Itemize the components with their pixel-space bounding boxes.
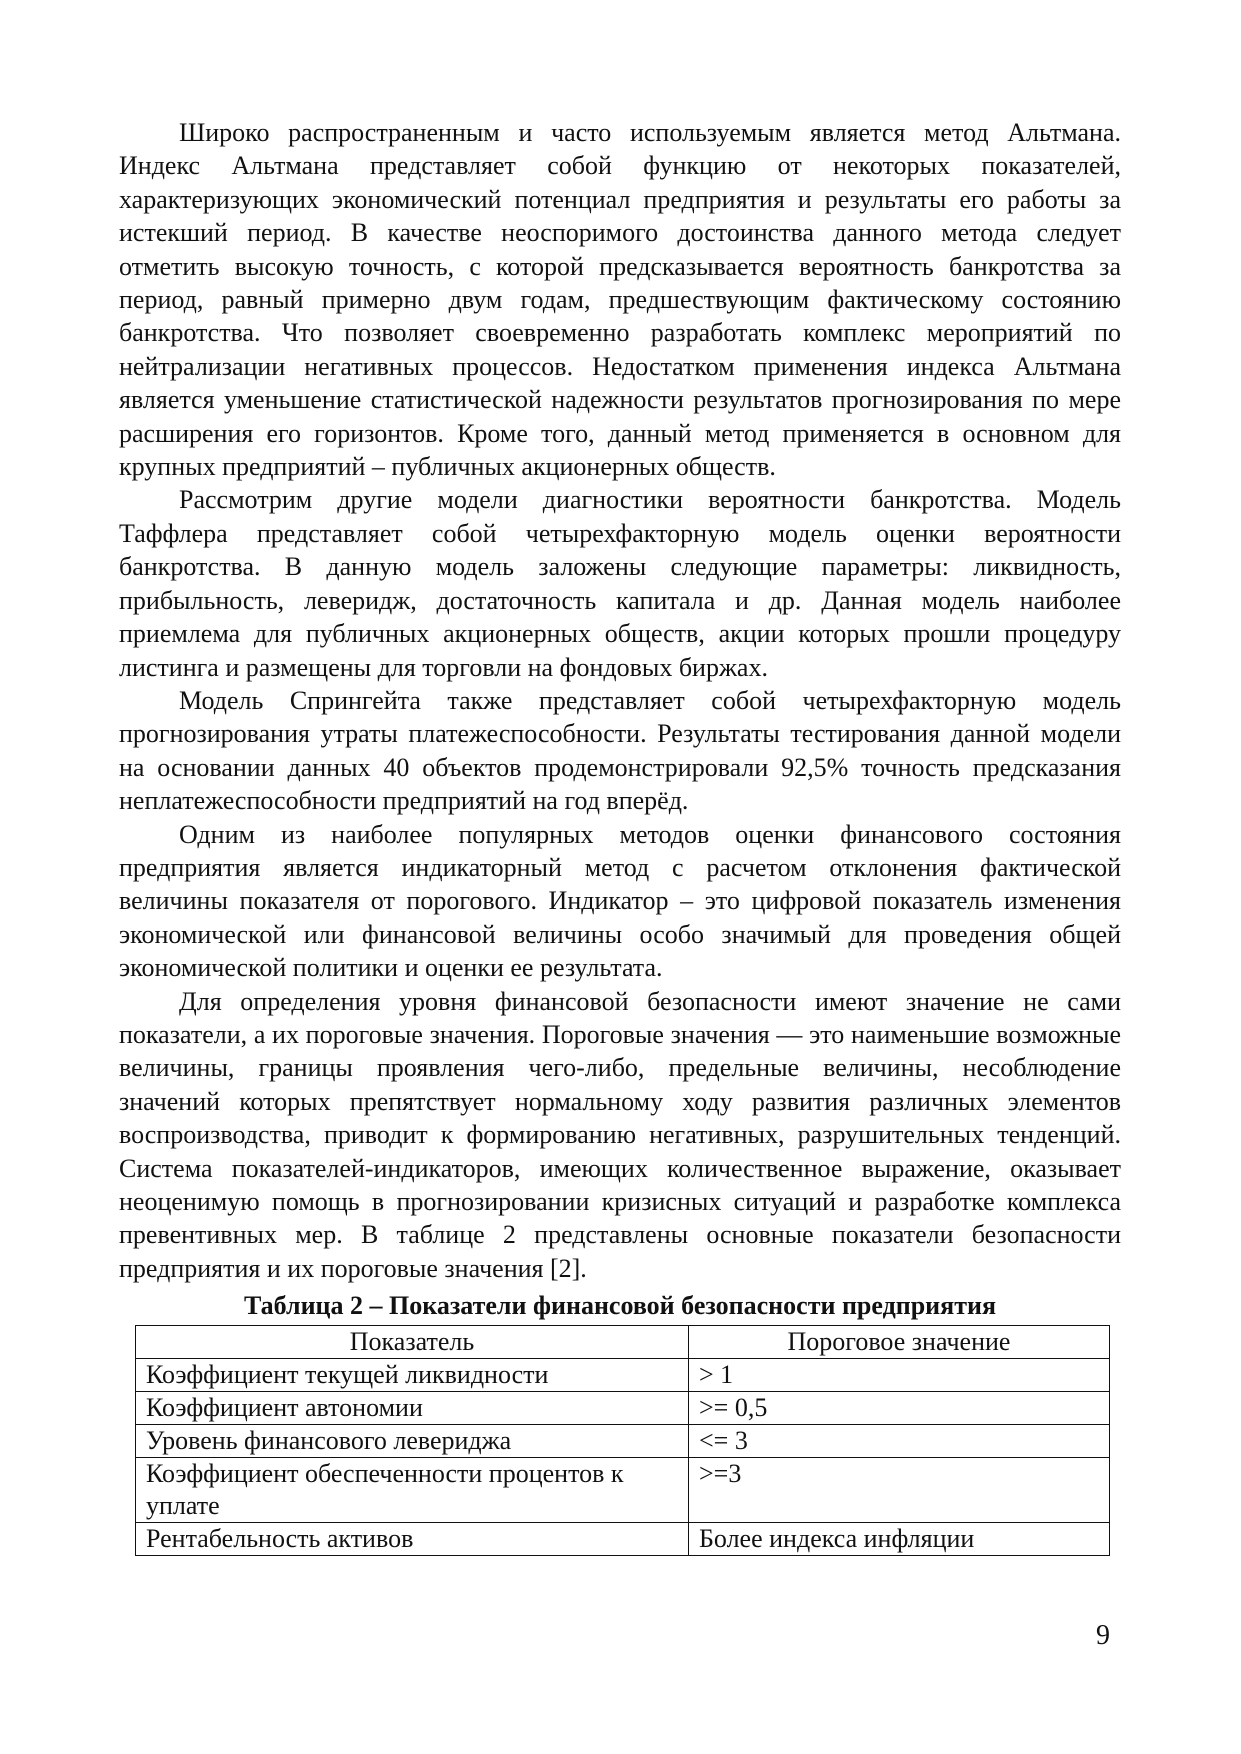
table-row: [136, 1458, 1110, 1523]
table-title: Таблица 2 – Показатели финансовой безопасности предприятия: [243, 1291, 997, 1321]
paragraph-indicator-method: Одним из наиболее популярных методов оценки финансового состояния предприятия является индикаторный метод с расчетом отклонения фактической величины показателя от порогового. Индикатор – это цифровой показатель изменения экономической или финансовой величины особо значимый для проведения общей экономической политики и оценки ее результата.: [119, 819, 1121, 983]
table-cell-indicator: Уровень финансового левериджа: [136, 1425, 689, 1458]
paragraph-threshold-values: Для определения уровня финансовой безопасности имеют значение не сами показатели, а их пороговые значения. Пороговые значения — это наименьшие возможные величины, границы проявления чего-либо, предельные величины, несоблюдение значений которых препятствует нормальному ходу развития различных элементов воспроизводства, приводит к формированию негативных, разрушительных тенденций. Система показателей-индикаторов, имеющих количественное выражение, оказывает неоценимую помощь в прогнозировании кризисных ситуаций и разработке комплекса превентивных мер. В таблице 2 представлены основные показатели безопасности предприятия и их пороговые значения [2].: [119, 986, 1121, 1283]
paragraph-altman: Широко распространенным и часто используемым является метод Альтмана. Индекс Альтмана представляет собой функцию от некоторых показателей, характеризующих экономический потенциал предприятия и результаты его работы за истекший период. В качестве неоспоримого достоинства данного метода следует отметить высокую точность, с которой предсказывается вероятность банкротства за период, равный примерно двум годам, предшествующим фактическому состоянию банкротства. Что позволяет своевременно разработать комплекс мероприятий по нейтрализации негативных процессов. Недостатком применения индекса Альтмана является уменьшение статистической надежности результатов прогнозирования по мере расширения его горизонтов. Кроме того, данный метод применяется в основном для крупных предприятий – публичных акционерных обществ.: [119, 118, 1121, 482]
paragraph-taffler: Рассмотрим другие модели диагностики вероятности банкротства. Модель Таффлера представляет собой четырехфакторную модель оценки вероятности банкротства. В данную модель заложены следующие параметры: ликвидность, прибыльность, леверидж, достаточность капитала и др. Данная модель наиболее приемлема для публичных акционерных обществ, акции которых прошли процедуру листинга и размещены для торговли на фондовых биржах.: [119, 485, 1121, 682]
table-header-row: [136, 1326, 1110, 1359]
table-cell-indicator: Коэффициент автономии: [136, 1392, 689, 1425]
table-cell-threshold: >=3: [689, 1458, 1110, 1523]
page-number: 9: [1096, 1620, 1110, 1651]
table-row: [136, 1392, 1110, 1425]
financial-security-table: [135, 1325, 1110, 1556]
table-cell-threshold: <= 3: [689, 1425, 1110, 1458]
table-cell-threshold: > 1: [689, 1359, 1110, 1392]
table-cell-indicator: Рентабельность активов: [136, 1523, 689, 1556]
table-row: [136, 1523, 1110, 1556]
table-row: [136, 1359, 1110, 1392]
table-row: [136, 1425, 1110, 1458]
table-cell-threshold: Более индекса инфляции: [689, 1523, 1110, 1556]
table-header-indicator: Показатель: [136, 1326, 689, 1359]
table-header-threshold: Пороговое значение: [689, 1326, 1110, 1359]
document-page: [119, 116, 1121, 1556]
table-cell-indicator: Коэффициент обеспеченности процентов к уплате: [136, 1458, 689, 1523]
table-cell-indicator: Коэффициент текущей ликвидности: [136, 1359, 689, 1392]
table-cell-threshold: >= 0,5: [689, 1392, 1110, 1425]
paragraph-springate: Модель Спрингейта также представляет собой четырехфакторную модель прогнозирования утраты платежеспособности. Результаты тестирования данной модели на основании данных 40 объектов продемонстрировали 92,5% точность предсказания неплатежеспособности предприятий на год вперёд.: [119, 685, 1121, 816]
